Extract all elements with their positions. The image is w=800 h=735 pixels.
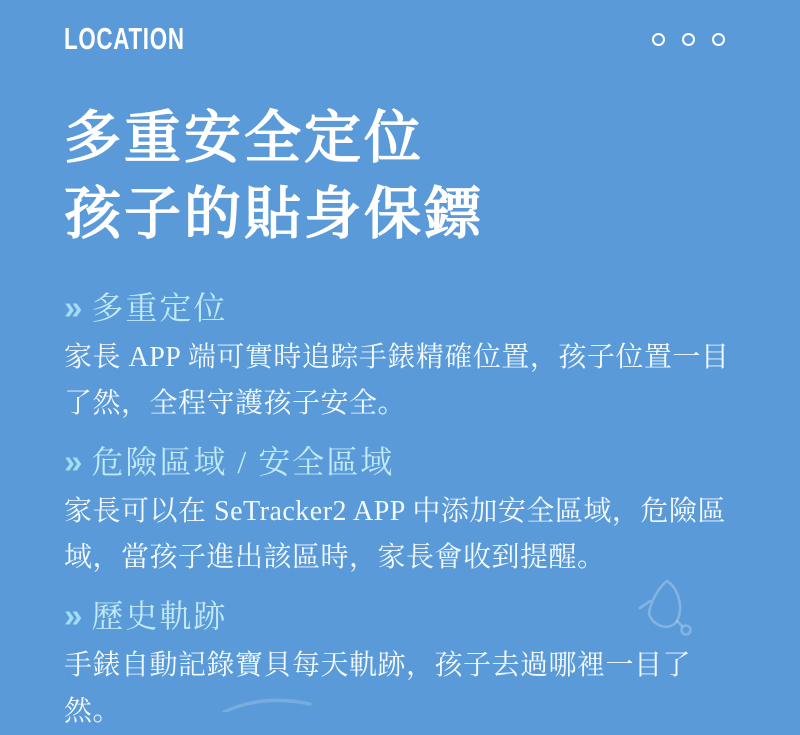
double-chevron-icon: » <box>64 443 85 480</box>
feature-description: 家長 APP 端可實時追踪手錶精確位置，孩子位置一目了然，全程守護孩子安全。 <box>64 342 730 419</box>
page-title <box>64 100 736 252</box>
feature-section-history-track <box>64 596 736 735</box>
page-title-line2: 孩子的貼身保鏢 <box>64 182 484 246</box>
feature-heading-label: 多重定位 <box>91 290 228 326</box>
feature-section-safe-zones <box>64 442 736 581</box>
page-title-line1: 多重安全定位 <box>64 106 424 170</box>
pagination-dot-2[interactable] <box>682 33 695 46</box>
feature-description: 家長可以在 SeTracker2 APP 中添加安全區域，危險區域，當孩子進出該區時，家長會收到提醒。 <box>64 496 726 573</box>
feature-heading <box>64 442 736 482</box>
double-chevron-icon: » <box>64 289 85 326</box>
double-chevron-icon: » <box>64 597 85 634</box>
feature-heading <box>64 288 736 328</box>
pagination-dots <box>652 33 736 46</box>
eyebrow-label: LOCATION <box>64 21 185 56</box>
pagination-dot-3[interactable] <box>712 33 725 46</box>
top-bar <box>64 21 736 56</box>
feature-heading-label: 危險區域 / 安全區域 <box>91 444 395 480</box>
pagination-dot-1[interactable] <box>652 33 665 46</box>
feature-heading <box>64 596 736 636</box>
feature-section-multi-positioning <box>64 288 736 427</box>
feature-description: 手錶自動記錄寶貝每天軌跡，孩子去過哪裡一目了然。 <box>64 650 692 727</box>
feature-heading-label: 歷史軌跡 <box>91 598 228 634</box>
